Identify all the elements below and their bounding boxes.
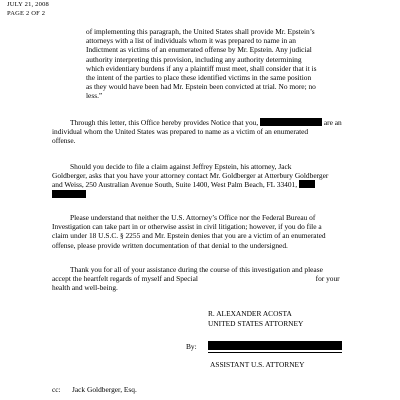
notice-line-3: offense.	[52, 136, 76, 146]
quote-line: as they would have been had Mr. Epstein been convicted at trial. No more; no	[86, 82, 316, 92]
redaction-block	[52, 190, 86, 198]
signatory-name: R. ALEXANDER ACOSTA	[208, 309, 292, 318]
civil-paragraph	[52, 213, 372, 250]
notice-text-after: are an	[323, 118, 342, 127]
quote-line: less.”	[86, 91, 103, 101]
thanks-text-before: accept the heartfelt regards of myself and Special	[52, 274, 198, 284]
quote-line: of implementing this paragraph, the United States shall provide Mr. Epstein’s	[86, 27, 315, 36]
cc-recipient: Jack Goldberger, Esq.	[72, 385, 137, 394]
quote-line: authority interpreting this provision, including any authority determining	[86, 54, 302, 64]
notice-line-1	[52, 118, 372, 127]
notice-paragraph	[52, 118, 372, 146]
notice-line-2: individual whom the United States was prepared to name as a victim of an enumerated	[52, 127, 309, 137]
quoted-paragraph	[86, 27, 372, 101]
page-number: PAGE 2 OF 2	[7, 10, 46, 17]
claim-address: and Weiss, 250 Australian Avenue South, Suite 1400, West Palm Beach, FL 33401,	[52, 180, 298, 190]
cc-label: cc:	[52, 385, 61, 394]
by-label: By:	[186, 342, 197, 351]
claim-paragraph	[52, 162, 372, 199]
signature-line	[208, 352, 342, 353]
redaction-block	[260, 118, 322, 126]
claim-line-3	[52, 180, 372, 189]
thanks-text-after: for your	[315, 274, 340, 284]
redaction-block	[299, 180, 315, 188]
civil-line: Investigation can take part in or otherwise assist in civil litigation; however, if you do file a	[52, 222, 322, 232]
quote-line: which evidentiary burdens if any a plaintiff must meet, shall consider that it is	[86, 63, 317, 73]
quote-line: attorneys with a list of individuals whom it was prepared to name in an	[86, 36, 296, 46]
signatory-title: UNITED STATES ATTORNEY	[208, 319, 304, 328]
assistant-title: ASSISTANT U.S. ATTORNEY	[210, 360, 305, 369]
thanks-line-3: health and well-being.	[52, 283, 118, 293]
claim-line-2: Goldberger, asks that you have your attorney contact Mr. Goldberger at Atterbury Goldberger	[52, 171, 329, 181]
quote-line: the intent of the parties to place these identified victims in the same position	[86, 73, 312, 83]
claim-line-4	[52, 190, 372, 199]
civil-line: claim under 18 U.S.C. § 2255 and Mr. Epstein denies that you are a victim of an enumerated	[52, 231, 326, 241]
thanks-line-1: Thank you for all of your assistance during the course of this investigation and please	[70, 265, 323, 274]
letter-date: JULY 21, 2008	[7, 1, 49, 8]
notice-text-before: Through this letter, this Office hereby provides Notice that you,	[70, 118, 259, 127]
civil-line: Please understand that neither the U.S. Attorney’s Office nor the Federal Bureau of	[70, 213, 316, 222]
redaction-block	[200, 274, 314, 282]
quote-line: Indictment as victims of an enumerated offense by Mr. Epstein. Any judicial	[86, 45, 312, 55]
thanks-paragraph	[52, 265, 372, 293]
redaction-block	[208, 341, 342, 350]
civil-line: offense, please provide written documentation of that denial to the undersigned.	[52, 240, 288, 250]
claim-line-1: Should you decide to file a claim against Jeffrey Epstein, his attorney, Jack	[70, 162, 292, 171]
thanks-line-2	[52, 274, 372, 283]
